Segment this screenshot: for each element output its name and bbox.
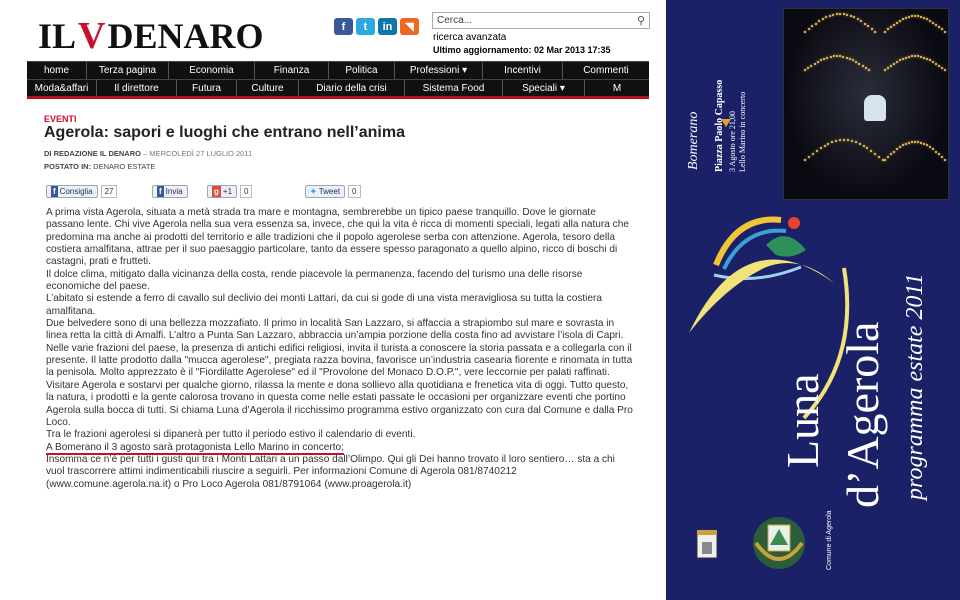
light-bulb (914, 55, 916, 57)
highlight-paragraph (46, 442, 636, 454)
logo-mark: V (78, 15, 106, 57)
nav-item[interactable]: Diario della crisi (299, 80, 405, 97)
light-bulb (836, 55, 838, 57)
paragraph: Tra le frazioni agerolesi si dipanerà per tutto il periodo estivo il calendario di eventi. (46, 429, 416, 441)
nav-item[interactable]: Futura (177, 80, 237, 97)
light-bulb (830, 56, 832, 58)
light-bulb (893, 63, 895, 65)
light-bulb (941, 67, 943, 69)
light-bulb (929, 59, 931, 61)
light-bulb (824, 145, 826, 147)
light-bulb (932, 22, 934, 24)
nav-item[interactable]: Professioni ▾ (395, 62, 483, 79)
tweet-label: Tweet (318, 187, 341, 196)
light-bulb (890, 26, 892, 28)
send-button[interactable] (152, 185, 188, 198)
light-bulb (938, 26, 940, 28)
light-bulb (902, 58, 904, 60)
light-bulb (893, 151, 895, 153)
light-bulb (870, 150, 872, 152)
light-bulb (820, 147, 822, 149)
light-bulb (890, 153, 892, 155)
light-bulb (874, 153, 876, 155)
light-bulb (932, 148, 934, 150)
light-bulb (911, 15, 913, 17)
arrow-icon (721, 119, 731, 127)
light-bulb (935, 63, 937, 65)
light-bulb (905, 143, 907, 145)
light-bulb (852, 59, 854, 61)
light-bulb (896, 61, 898, 63)
facebook-send (152, 185, 188, 198)
poster-event-date: 3 Agosto ore 21,00 (728, 111, 737, 172)
posted-label: POSTATO IN: (44, 162, 92, 171)
plus-one-label: +1 (222, 187, 233, 196)
light-bulb (862, 65, 864, 67)
light-bulb (818, 20, 820, 22)
light-bulb (858, 63, 860, 65)
light-bulb (914, 15, 916, 17)
light-bulb (887, 156, 889, 158)
light-bulb (815, 23, 817, 25)
nav-divider (27, 96, 649, 99)
paragraph: A prima vista Agerola, situata a metà strada tra mare e montagna, sembrerebbe un tipico paese tranquillo. Dove le giornate passano lente. Chi vive Agerola nella sua vera essenza sa, invece, che qui la vita è ricca di momenti speciali, legati alla natura che predomina ma anche ai prodotti del territorio e alle tradizioni che il popolo agerolese serba con attenzione. Agerola, tesoro della costiera amalfitana, attrae per il suo paesaggio particolare, tanto da essere spesso paragonato a quello alpino, ricco di boschi di castagni, prati e frutteti. (46, 207, 629, 268)
nav-item[interactable]: Finanza (255, 62, 329, 79)
light-bulb (902, 144, 904, 146)
nav-item[interactable]: Speciali ▾ (503, 80, 585, 97)
light-bulb (855, 61, 857, 63)
light-bulb (926, 18, 928, 20)
nav-item[interactable]: Commenti (583, 65, 629, 76)
light-bulb (884, 69, 886, 71)
byline-date: – MERCOLEDÌ 27 LUGLIO 2011 (140, 149, 253, 158)
light-bulb (839, 55, 841, 57)
light-bulb (917, 15, 919, 17)
light-bulb (911, 55, 913, 57)
byline-author: DI REDAZIONE IL DENARO (44, 149, 141, 158)
light-bulb (808, 28, 810, 30)
light-bulb (864, 23, 866, 25)
facebook-like-button[interactable] (46, 185, 98, 198)
light-bulb (911, 141, 913, 143)
like-label: Consiglia (59, 187, 93, 196)
twitter-icon[interactable]: t (356, 18, 375, 35)
light-bulb (944, 31, 946, 33)
paragraph: Nelle varie frazioni del paese, la presenza di antichi edifici religiosi, invita il turista a conoscere la storia passata e a collegarla con il presente. Il latte prodotto dalla "mucca agerolese", pregiata razza bovina, favorisce un’industria casearia fiorente e rinomata in tutta la penisola. Molto apprezzato è il "Fiordilatte Agerolese" ed il "Provolone del Monaco D.O.P.", vere leccornie per palati raffinati. Visitare Agerola e sostarvi per qualche giorno, rilassa la mente e dona sollievo alla quotidiana e frenetica vita di oggi. Tutto questo, la natura, i prodotti e la gente calorosa trovano in questa come nelle estati passate le occasioni per organizzare eventi che portino Agerola sulla bocca di tutti. Si chiama Luna d’Agerola il ricchissimo programma estivo organizzato con cura dal Comune e dalla Pro Loco. (46, 342, 633, 428)
send-label: Invia (165, 187, 183, 196)
advanced-search-link[interactable]: ricerca avanzata (433, 32, 507, 43)
light-bulb (923, 57, 925, 59)
light-bulb (816, 150, 818, 152)
performer-figure (864, 95, 886, 121)
light-bulb (890, 65, 892, 67)
light-bulb (822, 18, 824, 20)
poster-title-line1: Luna (777, 373, 828, 468)
poster-event-artist: Lello Marino in concerto (738, 91, 747, 172)
light-bulb (926, 144, 928, 146)
nav-item[interactable]: Culture (237, 80, 299, 97)
paragraph: L’abitato si estende a ferro di cavallo sul declivio dei monti Lattari, da cui si gode di una vista meravigliosa su tutta la costiera amalfitana. (46, 293, 603, 317)
light-bulb (896, 22, 898, 24)
light-bulb (908, 56, 910, 58)
light-bulb (920, 142, 922, 144)
light-bulb (899, 20, 901, 22)
twitter-bird-icon: ✦ (310, 187, 317, 196)
site-logo[interactable] (38, 14, 264, 58)
light-bulb (938, 65, 940, 67)
search-placeholder: Cerca... (437, 15, 473, 26)
town-crest-icon (694, 528, 720, 562)
event-poster (666, 0, 960, 600)
paragraph: Il dolce clima, mitigato dalla vicinanza della costa, rende piacevole la permanenza, facendo del turismo una delle risorse economiche del paese. (46, 268, 583, 293)
light-bulb (887, 28, 889, 30)
nav-item[interactable]: Moda&affari (27, 80, 97, 97)
light-bulb (893, 24, 895, 26)
search-input[interactable] (432, 12, 650, 29)
paragraph: Insomma ce n’è per tutti i gusti qui tra i Monti Lattari a un passo dall’Olimpo. Qui gli Dei hanno trovato il loro sentiero… sta a chi vuol trascorrere attimi indimenticabili riuscire a seguirli. Per informazioni Comune di Agerola 081/8740212 (www.comune.agerola.na.it) o Pro Loco Agerola 081/8791064 (www.proagerola.it) (46, 453, 615, 490)
nav-item[interactable]: Politica (329, 62, 395, 79)
light-bulb (847, 139, 849, 141)
secondary-nav (27, 79, 649, 97)
light-bulb (863, 145, 865, 147)
facebook-icon[interactable]: f (334, 18, 353, 35)
last-update: Ultimo aggiornamento: 02 Mar 2013 17:35 (433, 45, 611, 55)
nav-item[interactable]: Terza pagina (87, 62, 169, 79)
plus-one-count: 0 (240, 185, 252, 198)
light-bulb (923, 143, 925, 145)
light-bulb (896, 148, 898, 150)
light-bulb (804, 31, 806, 33)
nav-item[interactable]: Economia (169, 62, 255, 79)
light-bulb (908, 16, 910, 18)
facebook-icon: f (53, 187, 56, 196)
light-bulb (905, 57, 907, 59)
light-bulb (843, 13, 845, 15)
article-body (46, 207, 636, 491)
light-bulb (866, 147, 868, 149)
light-bulb (810, 65, 812, 67)
light-bulb (908, 142, 910, 144)
google-plus-button[interactable] (207, 185, 237, 198)
light-bulb (851, 140, 853, 142)
main-nav (27, 61, 649, 79)
linkedin-icon[interactable]: in (378, 18, 397, 35)
light-bulb (860, 20, 862, 22)
light-bulb (874, 31, 876, 33)
light-bulb (811, 25, 813, 27)
light-bulb (878, 156, 880, 158)
light-bulb (817, 61, 819, 63)
posted-category[interactable]: DENARO ESTATE (91, 162, 156, 171)
poster-subtitle: programma estate 2011 (902, 273, 928, 500)
light-bulb (926, 58, 928, 60)
tweet-count: 0 (348, 185, 360, 198)
highlighted-sentence: A Bomerano il 3 agosto sarà protagonista Lello Marino in concerto; (46, 441, 344, 453)
like-count: 27 (101, 185, 118, 198)
poster-municipality: Comune di Agerola (826, 510, 833, 570)
light-bulb (843, 139, 845, 141)
light-bulb (823, 58, 825, 60)
light-bulb (902, 18, 904, 20)
light-bulb (836, 13, 838, 15)
light-bulb (938, 153, 940, 155)
tweet-button[interactable] (305, 185, 345, 198)
logo-text-left: IL (38, 16, 77, 56)
social-links (334, 18, 419, 35)
light-bulb (944, 159, 946, 161)
facebook-icon: f (159, 187, 162, 196)
light-bulb (808, 156, 810, 158)
light-bulb (827, 143, 829, 145)
light-bulb (887, 67, 889, 69)
twitter-share (305, 185, 361, 198)
article-byline (44, 149, 252, 158)
light-bulb (932, 61, 934, 63)
light-bulb (929, 20, 931, 22)
light-bulb (905, 17, 907, 19)
light-bulb (814, 63, 816, 65)
nav-item[interactable]: Sistema Food (405, 80, 503, 97)
light-bulb (850, 15, 852, 17)
light-bulb (853, 16, 855, 18)
light-bulb (941, 28, 943, 30)
light-bulb (944, 69, 946, 71)
light-bulb (857, 18, 859, 20)
google-plus-icon: g (214, 187, 219, 196)
light-bulb (842, 56, 844, 58)
light-bulb (820, 59, 822, 61)
light-bulb (831, 141, 833, 143)
light-bulb (914, 141, 916, 143)
light-bulb (917, 141, 919, 143)
light-bulb (859, 143, 861, 145)
poster-location: Bomerano (686, 111, 701, 170)
light-bulb (833, 55, 835, 57)
light-bulb (825, 16, 827, 18)
light-bulb (807, 67, 809, 69)
concert-photo (783, 8, 949, 200)
article-section[interactable]: EVENTI (44, 114, 77, 124)
light-bulb (812, 153, 814, 155)
light-bulb (839, 139, 841, 141)
light-bulb (855, 141, 857, 143)
light-bulb (920, 56, 922, 58)
light-bulb (935, 151, 937, 153)
light-bulb (899, 146, 901, 148)
light-bulb (804, 69, 806, 71)
light-bulb (832, 14, 834, 16)
nav-item[interactable]: Il direttore (97, 80, 177, 97)
light-bulb (941, 156, 943, 158)
poster-venue: Piazza Paolo Capasso (714, 79, 725, 172)
light-bulb (846, 57, 848, 59)
light-bulb (935, 24, 937, 26)
light-bulb (920, 16, 922, 18)
light-bulb (829, 15, 831, 17)
article-title: Agerola: sapori e luoghi che entrano nell’anima (44, 124, 405, 141)
light-bulb (865, 67, 867, 69)
light-bulb (884, 159, 886, 161)
light-bulb (868, 69, 870, 71)
light-bulb (929, 146, 931, 148)
logo-text-right: DENARO (107, 16, 264, 56)
poster-title-line2: d’Agerola (837, 321, 888, 508)
light-bulb (835, 140, 837, 142)
light-bulb (871, 28, 873, 30)
facebook-like (46, 185, 117, 198)
light-bulb (826, 57, 828, 59)
light-bulb (839, 13, 841, 15)
light-bulb (884, 31, 886, 33)
light-bulb (804, 159, 806, 161)
nav-item[interactable]: M (612, 83, 622, 94)
light-bulb (923, 17, 925, 19)
light-bulb (899, 59, 901, 61)
light-bulb (849, 58, 851, 60)
nav-item[interactable]: Incentivi (483, 62, 563, 79)
light-bulb (846, 14, 848, 16)
google-plus (207, 185, 252, 198)
paragraph: Due belvedere sono di una bellezza mozzafiato. Il primo in località San Lazzaro, si affaccia a strapiombo sul mare e sovrasta in linea retta la città di Amalfi. L’altro a Punta San Lazzaro, abbraccia un’ampia porzione della costa fino ad avvistare l’isola di Capri. (46, 318, 624, 342)
light-bulb (867, 25, 869, 27)
search-icon[interactable]: ⚲ (636, 15, 645, 27)
nav-item[interactable]: home (27, 62, 87, 79)
rss-icon[interactable]: ◥ (400, 18, 419, 35)
article-posted-in (44, 162, 155, 171)
light-bulb (917, 55, 919, 57)
municipal-coat-of-arms-icon (750, 515, 808, 571)
